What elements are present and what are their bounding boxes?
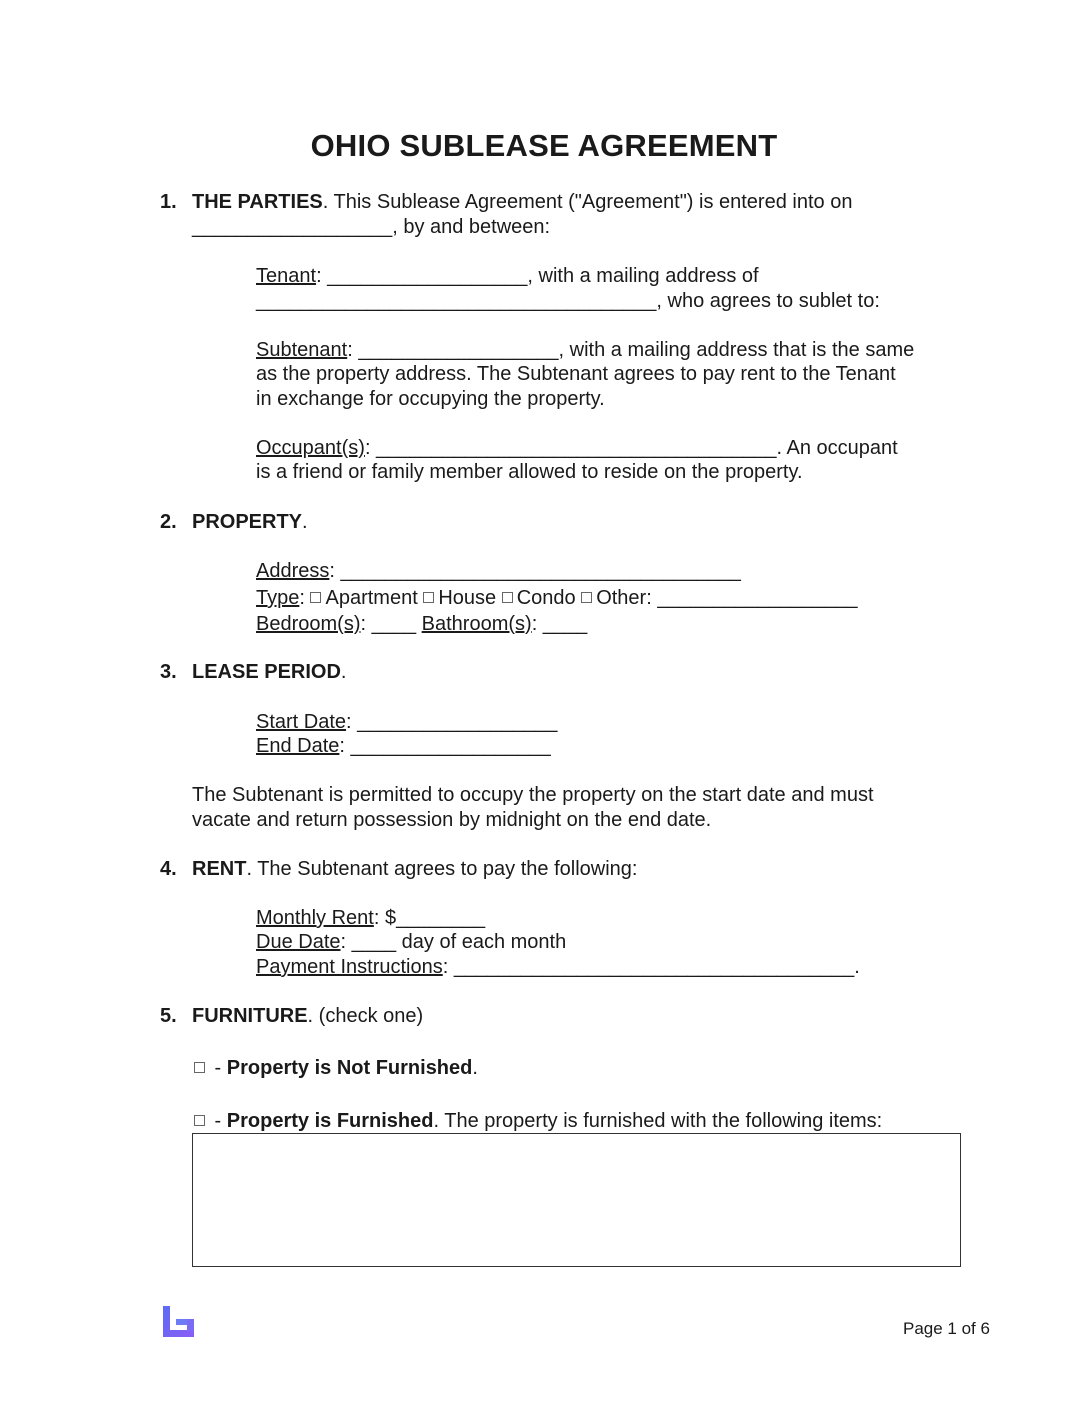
lease-paragraph-line2: vacate and return possession by midnight on the end date. <box>192 809 712 831</box>
furnished-items-box[interactable] <box>192 1133 961 1267</box>
subtenant-line2: as the property address. The Subtenant agrees to pay rent to the Tenant <box>256 363 896 385</box>
furnished-checkbox[interactable] <box>194 1115 205 1126</box>
brand-logo-icon <box>163 1306 194 1337</box>
condo-option: Condo <box>516 587 582 609</box>
section-4-intro: RENT. The Subtenant agrees to pay the following: <box>192 858 638 880</box>
section-3-title: LEASE PERIOD. <box>192 661 347 683</box>
section-1-heading: THE PARTIES <box>192 191 323 213</box>
payment-instructions-label: Payment Instructions <box>256 956 443 978</box>
section-4-number: 4. <box>160 858 177 880</box>
page-number: Page 1 of 6 <box>903 1319 990 1338</box>
section-5-number: 5. <box>160 1005 177 1027</box>
condo-checkbox[interactable] <box>502 592 513 603</box>
tenant-line2: ____________________________________, who agrees to sublet to: <box>256 290 880 312</box>
type-label: Type <box>256 587 300 609</box>
bedrooms-label: Bedroom(s) <box>256 613 361 635</box>
house-option: House <box>438 587 502 609</box>
occupant-line: Occupant(s): ____________________________________. An occupant <box>256 437 898 459</box>
tenant-line: Tenant: __________________, with a mailing address of <box>256 265 759 287</box>
other-option: Other: __________________ <box>596 587 858 609</box>
subtenant-line: Subtenant: __________________, with a mailing address that is the same <box>256 339 915 361</box>
start-date-label: Start Date <box>256 711 347 733</box>
due-date-line: Due Date: ____ day of each month <box>256 931 567 953</box>
other-checkbox[interactable] <box>581 592 592 603</box>
section-3-number: 3. <box>160 661 177 683</box>
rooms-line: Bedroom(s): ____ Bathroom(s): ____ <box>256 613 588 635</box>
section-2-title: PROPERTY. <box>192 511 308 533</box>
address-line: Address: ____________________________________ <box>256 560 741 582</box>
apartment-checkbox[interactable] <box>310 592 321 603</box>
section-4-heading: RENT <box>192 858 247 880</box>
address-label: Address <box>256 560 330 582</box>
tenant-label: Tenant <box>256 265 317 287</box>
payment-instructions-line: Payment Instructions: ____________________________________. <box>256 956 860 978</box>
occupant-line2: is a friend or family member allowed to reside on the property. <box>256 461 803 483</box>
section-2-number: 2. <box>160 511 177 533</box>
end-date-label: End Date <box>256 735 340 757</box>
section-3-heading: LEASE PERIOD <box>192 661 341 683</box>
lease-paragraph-line1: The Subtenant is permitted to occupy the property on the start date and must <box>192 784 874 806</box>
section-1-intro: THE PARTIES. This Sublease Agreement ("Agreement") is entered into on <box>192 191 853 213</box>
section-5-intro: FURNITURE. (check one) <box>192 1005 424 1027</box>
monthly-rent-line: Monthly Rent: $________ <box>256 907 486 929</box>
section-1-number: 1. <box>160 191 177 213</box>
bathrooms-label: Bathroom(s) <box>421 613 532 635</box>
section-1-intro-line2: __________________, by and between: <box>192 216 551 238</box>
start-date-line: Start Date: __________________ <box>256 711 558 733</box>
section-2-heading: PROPERTY <box>192 511 303 533</box>
not-furnished-option: - Property is Not Furnished. <box>194 1056 478 1080</box>
occupant-label: Occupant(s) <box>256 437 365 459</box>
end-date-line: End Date: __________________ <box>256 735 551 757</box>
apartment-option: Apartment <box>325 587 424 609</box>
furnished-option: - Property is Furnished. The property is furnished with the following items: <box>194 1109 882 1133</box>
section-5-heading: FURNITURE <box>192 1005 308 1027</box>
type-line: Type: Apartment House Condo Other: __________________ <box>256 587 858 609</box>
monthly-rent-label: Monthly Rent <box>256 907 374 929</box>
due-date-label: Due Date <box>256 931 341 953</box>
subtenant-label: Subtenant <box>256 339 348 361</box>
not-furnished-checkbox[interactable] <box>194 1062 205 1073</box>
document-title: OHIO SUBLEASE AGREEMENT <box>310 128 778 163</box>
house-checkbox[interactable] <box>423 592 434 603</box>
subtenant-line3: in exchange for occupying the property. <box>256 388 605 410</box>
